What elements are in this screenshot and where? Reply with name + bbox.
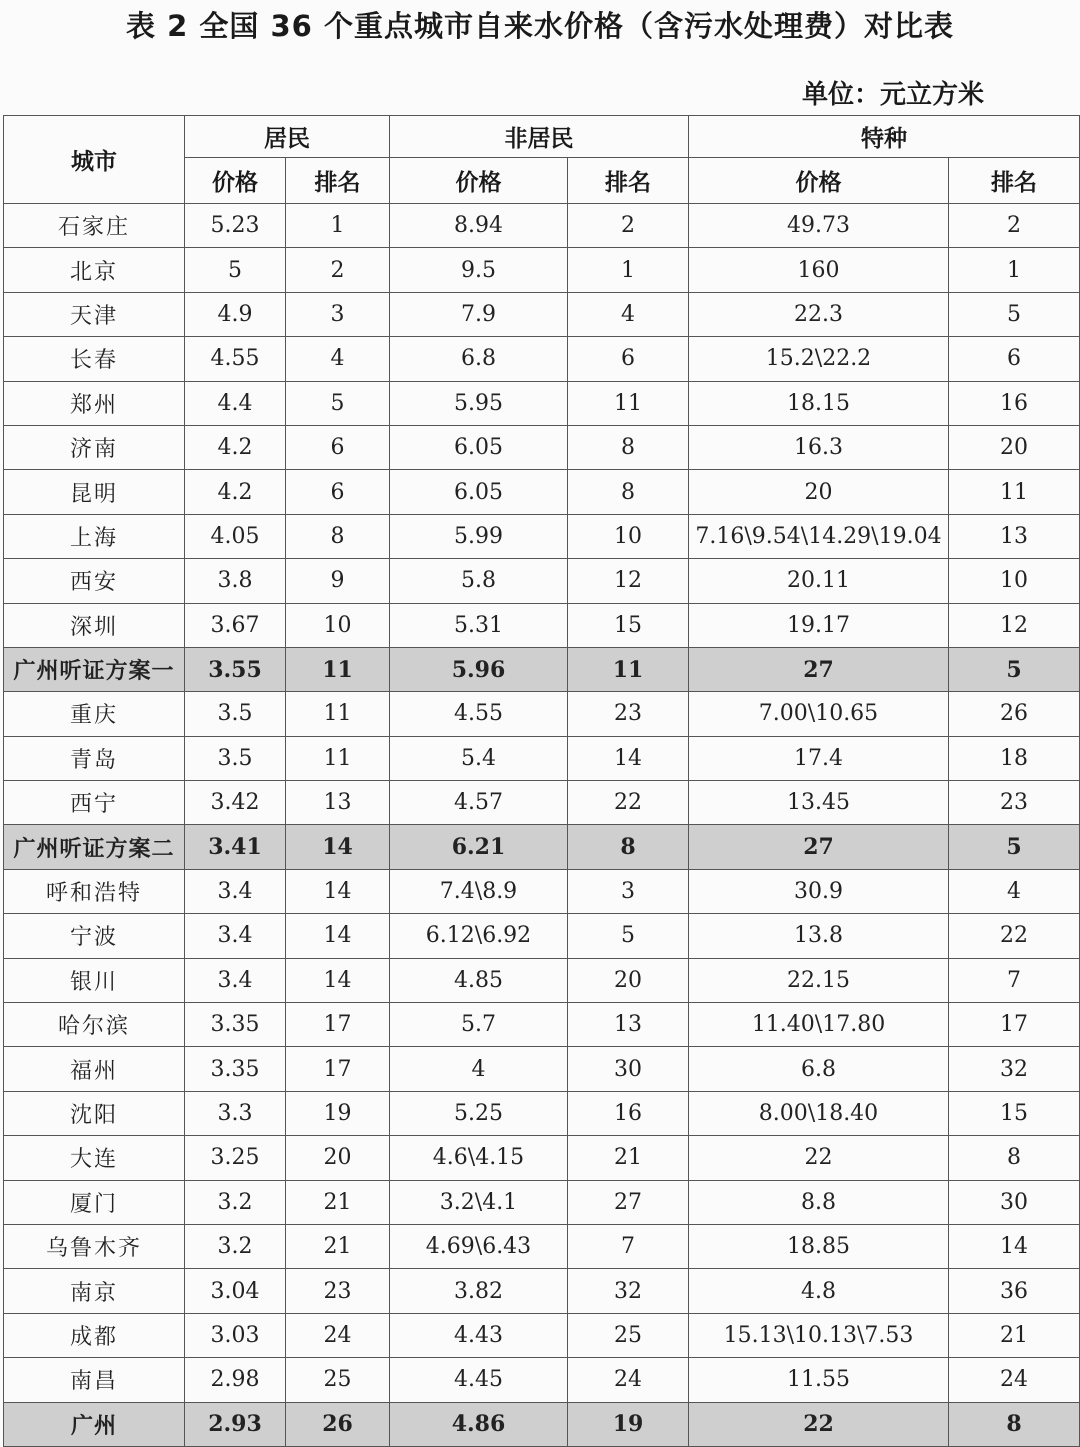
non-residential-rank-cell: 19 — [568, 1402, 689, 1446]
residential-rank-cell: 25 — [286, 1358, 390, 1402]
residential-price-cell: 4.05 — [185, 514, 286, 558]
special-rank-cell: 30 — [949, 1180, 1080, 1224]
special-rank-cell: 36 — [949, 1269, 1080, 1313]
residential-price-cell: 3.67 — [185, 603, 286, 647]
non-residential-price-cell: 4.86 — [390, 1402, 568, 1446]
special-price-cell: 17.4 — [689, 736, 949, 780]
non-residential-rank-cell: 32 — [568, 1269, 689, 1313]
table-row — [4, 204, 1080, 248]
special-price-cell: 13.8 — [689, 914, 949, 958]
non-residential-price-cell: 4.55 — [390, 692, 568, 736]
residential-price-cell: 3.8 — [185, 559, 286, 603]
special-price-cell: 19.17 — [689, 603, 949, 647]
header-price: 价格 — [185, 158, 286, 204]
non-residential-rank-cell: 16 — [568, 1091, 689, 1135]
special-price-cell: 13.45 — [689, 781, 949, 825]
table-row — [4, 1047, 1080, 1091]
non-residential-price-cell: 5.95 — [390, 381, 568, 425]
non-residential-rank-cell: 20 — [568, 958, 689, 1002]
residential-rank-cell: 23 — [286, 1269, 390, 1313]
table-row — [4, 559, 1080, 603]
table-row — [4, 825, 1080, 869]
table-row — [4, 1313, 1080, 1357]
residential-rank-cell: 19 — [286, 1091, 390, 1135]
residential-rank-cell: 5 — [286, 381, 390, 425]
non-residential-price-cell: 4.43 — [390, 1313, 568, 1357]
residential-price-cell: 2.93 — [185, 1402, 286, 1446]
non-residential-price-cell: 4.85 — [390, 958, 568, 1002]
city-cell: 呼和浩特 — [4, 869, 185, 913]
special-price-cell: 7.16\9.54\14.29\19.04 — [689, 514, 949, 558]
special-price-cell: 20.11 — [689, 559, 949, 603]
non-residential-rank-cell: 11 — [568, 381, 689, 425]
header-rank: 排名 — [286, 158, 390, 204]
non-residential-price-cell: 6.12\6.92 — [390, 914, 568, 958]
residential-price-cell: 3.3 — [185, 1091, 286, 1135]
city-cell: 广州听证方案二 — [4, 825, 185, 869]
residential-rank-cell: 11 — [286, 736, 390, 780]
non-residential-rank-cell: 23 — [568, 692, 689, 736]
special-rank-cell: 2 — [949, 204, 1080, 248]
table-row — [4, 425, 1080, 469]
residential-price-cell: 3.5 — [185, 692, 286, 736]
residential-rank-cell: 14 — [286, 825, 390, 869]
non-residential-price-cell: 7.9 — [390, 292, 568, 336]
non-residential-price-cell: 3.82 — [390, 1269, 568, 1313]
special-rank-cell: 6 — [949, 337, 1080, 381]
non-residential-rank-cell: 21 — [568, 1136, 689, 1180]
special-rank-cell: 17 — [949, 1003, 1080, 1047]
residential-price-cell: 5 — [185, 248, 286, 292]
table-title: 表 2 全国 36 个重点城市自来水价格（含污水处理费）对比表 — [126, 9, 954, 43]
residential-price-cell: 3.42 — [185, 781, 286, 825]
residential-rank-cell: 11 — [286, 647, 390, 691]
non-residential-rank-cell: 8 — [568, 825, 689, 869]
header-rank: 排名 — [949, 158, 1080, 204]
non-residential-rank-cell: 5 — [568, 914, 689, 958]
city-cell: 青岛 — [4, 736, 185, 780]
table-row — [4, 736, 1080, 780]
non-residential-price-cell: 9.5 — [390, 248, 568, 292]
city-cell: 成都 — [4, 1313, 185, 1357]
special-price-cell: 18.85 — [689, 1224, 949, 1268]
residential-price-cell: 4.2 — [185, 470, 286, 514]
non-residential-rank-cell: 22 — [568, 781, 689, 825]
non-residential-price-cell: 5.4 — [390, 736, 568, 780]
non-residential-price-cell: 5.96 — [390, 647, 568, 691]
residential-price-cell: 3.2 — [185, 1180, 286, 1224]
non-residential-rank-cell: 8 — [568, 470, 689, 514]
residential-rank-cell: 20 — [286, 1136, 390, 1180]
special-rank-cell: 7 — [949, 958, 1080, 1002]
table-row — [4, 514, 1080, 558]
special-price-cell: 7.00\10.65 — [689, 692, 949, 736]
special-rank-cell: 23 — [949, 781, 1080, 825]
city-cell: 石家庄 — [4, 204, 185, 248]
table-row — [4, 869, 1080, 913]
special-rank-cell: 8 — [949, 1402, 1080, 1446]
residential-price-cell: 3.25 — [185, 1136, 286, 1180]
residential-rank-cell: 11 — [286, 692, 390, 736]
residential-price-cell: 3.4 — [185, 914, 286, 958]
residential-price-cell: 3.55 — [185, 647, 286, 691]
residential-rank-cell: 17 — [286, 1047, 390, 1091]
special-price-cell: 27 — [689, 825, 949, 869]
table-row — [4, 470, 1080, 514]
city-cell: 厦门 — [4, 1180, 185, 1224]
table-row — [4, 1180, 1080, 1224]
city-cell: 乌鲁木齐 — [4, 1224, 185, 1268]
special-price-cell: 11.40\17.80 — [689, 1003, 949, 1047]
city-cell: 西宁 — [4, 781, 185, 825]
special-price-cell: 6.8 — [689, 1047, 949, 1091]
table-row — [4, 781, 1080, 825]
residential-rank-cell: 10 — [286, 603, 390, 647]
special-price-cell: 22.15 — [689, 958, 949, 1002]
header-special: 特种 — [689, 116, 1080, 158]
non-residential-price-cell: 6.21 — [390, 825, 568, 869]
residential-rank-cell: 2 — [286, 248, 390, 292]
special-price-cell: 8.00\18.40 — [689, 1091, 949, 1135]
special-price-cell: 16.3 — [689, 425, 949, 469]
non-residential-rank-cell: 10 — [568, 514, 689, 558]
header-price: 价格 — [390, 158, 568, 204]
header-city: 城市 — [4, 116, 185, 204]
non-residential-rank-cell: 24 — [568, 1358, 689, 1402]
table-row — [4, 337, 1080, 381]
residential-price-cell: 4.55 — [185, 337, 286, 381]
non-residential-price-cell: 4 — [390, 1047, 568, 1091]
special-price-cell: 27 — [689, 647, 949, 691]
non-residential-price-cell: 4.57 — [390, 781, 568, 825]
residential-rank-cell: 3 — [286, 292, 390, 336]
header-rank: 排名 — [568, 158, 689, 204]
city-cell: 郑州 — [4, 381, 185, 425]
table-row — [4, 914, 1080, 958]
non-residential-rank-cell: 4 — [568, 292, 689, 336]
special-price-cell: 4.8 — [689, 1269, 949, 1313]
non-residential-rank-cell: 12 — [568, 559, 689, 603]
non-residential-price-cell: 6.8 — [390, 337, 568, 381]
residential-price-cell: 3.35 — [185, 1047, 286, 1091]
table-row — [4, 1358, 1080, 1402]
special-price-cell: 20 — [689, 470, 949, 514]
residential-price-cell: 4.2 — [185, 425, 286, 469]
table-row — [4, 1003, 1080, 1047]
special-rank-cell: 1 — [949, 248, 1080, 292]
special-rank-cell: 18 — [949, 736, 1080, 780]
residential-price-cell: 4.9 — [185, 292, 286, 336]
non-residential-price-cell: 5.31 — [390, 603, 568, 647]
non-residential-rank-cell: 7 — [568, 1224, 689, 1268]
special-rank-cell: 11 — [949, 470, 1080, 514]
special-rank-cell: 13 — [949, 514, 1080, 558]
city-cell: 重庆 — [4, 692, 185, 736]
residential-rank-cell: 6 — [286, 425, 390, 469]
city-cell: 南昌 — [4, 1358, 185, 1402]
residential-rank-cell: 4 — [286, 337, 390, 381]
special-price-cell: 160 — [689, 248, 949, 292]
special-rank-cell: 14 — [949, 1224, 1080, 1268]
header-price: 价格 — [689, 158, 949, 204]
header-non-residential: 非居民 — [390, 116, 689, 158]
special-price-cell: 49.73 — [689, 204, 949, 248]
non-residential-rank-cell: 3 — [568, 869, 689, 913]
unit-label: 单位：元立方米 — [801, 80, 984, 110]
residential-price-cell: 3.03 — [185, 1313, 286, 1357]
special-rank-cell: 10 — [949, 559, 1080, 603]
residential-price-cell: 3.4 — [185, 869, 286, 913]
special-rank-cell: 16 — [949, 381, 1080, 425]
non-residential-price-cell: 5.25 — [390, 1091, 568, 1135]
table-row — [4, 1091, 1080, 1135]
non-residential-rank-cell: 2 — [568, 204, 689, 248]
special-price-cell: 11.55 — [689, 1358, 949, 1402]
residential-rank-cell: 1 — [286, 204, 390, 248]
table-row — [4, 958, 1080, 1002]
table-row — [4, 647, 1080, 691]
special-rank-cell: 26 — [949, 692, 1080, 736]
special-price-cell: 18.15 — [689, 381, 949, 425]
non-residential-price-cell: 8.94 — [390, 204, 568, 248]
non-residential-price-cell: 5.99 — [390, 514, 568, 558]
table-row — [4, 248, 1080, 292]
special-rank-cell: 21 — [949, 1313, 1080, 1357]
residential-price-cell: 3.4 — [185, 958, 286, 1002]
residential-price-cell: 2.98 — [185, 1358, 286, 1402]
residential-rank-cell: 8 — [286, 514, 390, 558]
non-residential-price-cell: 6.05 — [390, 470, 568, 514]
special-rank-cell: 32 — [949, 1047, 1080, 1091]
non-residential-price-cell: 7.4\8.9 — [390, 869, 568, 913]
residential-rank-cell: 26 — [286, 1402, 390, 1446]
special-rank-cell: 12 — [949, 603, 1080, 647]
special-rank-cell: 5 — [949, 292, 1080, 336]
special-price-cell: 22 — [689, 1402, 949, 1446]
city-cell: 深圳 — [4, 603, 185, 647]
residential-rank-cell: 24 — [286, 1313, 390, 1357]
city-cell: 宁波 — [4, 914, 185, 958]
non-residential-rank-cell: 27 — [568, 1180, 689, 1224]
non-residential-rank-cell: 14 — [568, 736, 689, 780]
special-rank-cell: 5 — [949, 647, 1080, 691]
table-row — [4, 603, 1080, 647]
city-cell: 沈阳 — [4, 1091, 185, 1135]
residential-rank-cell: 6 — [286, 470, 390, 514]
special-rank-cell: 8 — [949, 1136, 1080, 1180]
residential-price-cell: 3.04 — [185, 1269, 286, 1313]
non-residential-rank-cell: 8 — [568, 425, 689, 469]
special-price-cell: 8.8 — [689, 1180, 949, 1224]
residential-rank-cell: 14 — [286, 958, 390, 1002]
residential-price-cell: 3.35 — [185, 1003, 286, 1047]
non-residential-price-cell: 4.69\6.43 — [390, 1224, 568, 1268]
residential-rank-cell: 14 — [286, 914, 390, 958]
non-residential-rank-cell: 6 — [568, 337, 689, 381]
special-price-cell: 15.2\22.2 — [689, 337, 949, 381]
residential-rank-cell: 21 — [286, 1180, 390, 1224]
city-cell: 上海 — [4, 514, 185, 558]
city-cell: 福州 — [4, 1047, 185, 1091]
special-rank-cell: 4 — [949, 869, 1080, 913]
residential-rank-cell: 9 — [286, 559, 390, 603]
non-residential-price-cell: 5.8 — [390, 559, 568, 603]
non-residential-price-cell: 5.7 — [390, 1003, 568, 1047]
special-rank-cell: 15 — [949, 1091, 1080, 1135]
table-row — [4, 381, 1080, 425]
special-price-cell: 22 — [689, 1136, 949, 1180]
residential-rank-cell: 21 — [286, 1224, 390, 1268]
non-residential-price-cell: 6.05 — [390, 425, 568, 469]
non-residential-rank-cell: 11 — [568, 647, 689, 691]
city-cell: 大连 — [4, 1136, 185, 1180]
special-rank-cell: 20 — [949, 425, 1080, 469]
non-residential-rank-cell: 1 — [568, 248, 689, 292]
header-residential: 居民 — [185, 116, 390, 158]
city-cell: 济南 — [4, 425, 185, 469]
city-cell: 广州 — [4, 1402, 185, 1446]
non-residential-rank-cell: 15 — [568, 603, 689, 647]
city-cell: 西安 — [4, 559, 185, 603]
city-cell: 天津 — [4, 292, 185, 336]
non-residential-rank-cell: 30 — [568, 1047, 689, 1091]
residential-rank-cell: 13 — [286, 781, 390, 825]
special-rank-cell: 5 — [949, 825, 1080, 869]
special-rank-cell: 22 — [949, 914, 1080, 958]
residential-rank-cell: 17 — [286, 1003, 390, 1047]
city-cell: 银川 — [4, 958, 185, 1002]
special-price-cell: 30.9 — [689, 869, 949, 913]
residential-price-cell: 3.5 — [185, 736, 286, 780]
city-cell: 广州听证方案一 — [4, 647, 185, 691]
table-row — [4, 1224, 1080, 1268]
residential-price-cell: 5.23 — [185, 204, 286, 248]
residential-price-cell: 4.4 — [185, 381, 286, 425]
non-residential-rank-cell: 13 — [568, 1003, 689, 1047]
special-price-cell: 15.13\10.13\7.53 — [689, 1313, 949, 1357]
non-residential-price-cell: 4.6\4.15 — [390, 1136, 568, 1180]
special-rank-cell: 24 — [949, 1358, 1080, 1402]
special-price-cell: 22.3 — [689, 292, 949, 336]
non-residential-price-cell: 4.45 — [390, 1358, 568, 1402]
table-body — [4, 204, 1080, 1447]
city-cell: 哈尔滨 — [4, 1003, 185, 1047]
city-cell: 昆明 — [4, 470, 185, 514]
table-row — [4, 1136, 1080, 1180]
city-cell: 南京 — [4, 1269, 185, 1313]
water-price-table — [3, 115, 1080, 1447]
non-residential-rank-cell: 25 — [568, 1313, 689, 1357]
non-residential-price-cell: 3.2\4.1 — [390, 1180, 568, 1224]
residential-rank-cell: 14 — [286, 869, 390, 913]
table-row — [4, 1269, 1080, 1313]
city-cell: 长春 — [4, 337, 185, 381]
table-row — [4, 292, 1080, 336]
residential-price-cell: 3.41 — [185, 825, 286, 869]
table-row — [4, 692, 1080, 736]
city-cell: 北京 — [4, 248, 185, 292]
residential-price-cell: 3.2 — [185, 1224, 286, 1268]
